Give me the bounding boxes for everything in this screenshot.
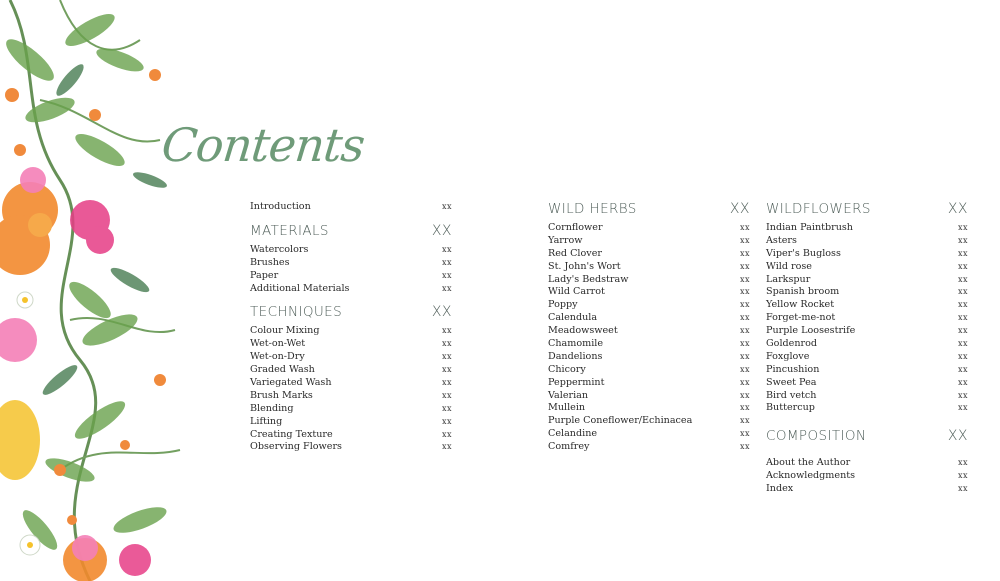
toc-entry[interactable]: Watercolors xx: [250, 243, 452, 255]
toc-entry[interactable]: Calendula xx: [548, 312, 750, 324]
toc-entry[interactable]: Mullein xx: [548, 402, 750, 414]
section-list-materials: [250, 244, 452, 296]
toc-entry[interactable]: Creating Texture xx: [250, 428, 452, 440]
toc-entry[interactable]: St. John's Wort xx: [548, 260, 750, 272]
toc-entry[interactable]: Poppy xx: [548, 299, 750, 311]
toc-entry[interactable]: Viper's Bugloss xx: [766, 247, 968, 259]
toc-entry[interactable]: Yarrow xx: [548, 234, 750, 246]
toc-entry[interactable]: Wet-on-Wet xx: [250, 338, 452, 350]
toc-entry[interactable]: Indian Paintbrush xx: [766, 222, 968, 233]
section-list-wildflowers: [766, 222, 968, 415]
toc-entry[interactable]: Chicory xx: [548, 363, 750, 375]
toc-entry[interactable]: Foxglove xx: [766, 350, 968, 362]
toc-column-1: [250, 201, 452, 454]
toc-entry[interactable]: Purple Loosestrife xx: [766, 325, 968, 337]
toc-entry[interactable]: Valerian xx: [548, 389, 750, 401]
toc-entry[interactable]: Dandelions xx: [548, 350, 750, 362]
toc-entry[interactable]: Brush Marks xx: [250, 389, 452, 401]
toc-entry[interactable]: Lady's Bedstraw xx: [548, 273, 750, 285]
toc-entry[interactable]: Buttercup xx: [766, 402, 968, 414]
toc-entry[interactable]: Red Clover xx: [548, 247, 750, 259]
toc-entry[interactable]: Bird vetch xx: [766, 389, 968, 401]
back-matter-list: [766, 457, 968, 496]
toc-entry[interactable]: Spanish broom xx: [766, 286, 968, 298]
toc-entry[interactable]: Comfrey xx: [548, 441, 750, 453]
section-list-wild-herbs: [548, 222, 750, 454]
toc-entry[interactable]: Asters xx: [766, 234, 968, 246]
page-title: Contents: [159, 118, 367, 172]
toc-entry[interactable]: Colour Mixing xx: [250, 325, 452, 337]
toc-entry[interactable]: Wet-on-Dry xx: [250, 351, 452, 363]
toc-entry[interactable]: Chamomile xx: [548, 338, 750, 350]
section-heading-techniques[interactable]: TECHNIQUES XX: [250, 304, 452, 321]
toc-entry[interactable]: Sweet Pea xx: [766, 376, 968, 388]
toc-entry-about-author[interactable]: About the Author xx: [766, 457, 968, 469]
toc-entry[interactable]: Blending xx: [250, 402, 452, 414]
toc-entry[interactable]: Forget-me-not xx: [766, 312, 968, 324]
toc-entry-index[interactable]: Index xx: [766, 483, 968, 495]
toc-entry[interactable]: Celandine xx: [548, 428, 750, 440]
toc-entry[interactable]: Meadowsweet xx: [548, 325, 750, 337]
section-list-techniques: [250, 325, 452, 454]
section-heading-wildflowers[interactable]: WILDFLOWERS XX: [766, 201, 968, 217]
toc-column-2: [548, 201, 750, 454]
entry-page: xx: [441, 202, 452, 211]
toc-entry[interactable]: Graded Wash xx: [250, 364, 452, 376]
toc-entry[interactable]: Wild rose xx: [766, 260, 968, 272]
toc-entry[interactable]: Observing Flowers xx: [250, 441, 452, 453]
toc-entry[interactable]: Purple Coneflower/Echinacea xx: [548, 415, 750, 427]
toc-entry-acknowledgments[interactable]: Acknowledgments xx: [766, 470, 968, 482]
toc-entry[interactable]: Yellow Rocket xx: [766, 299, 968, 311]
section-heading-wild-herbs[interactable]: WILD HERBS XX: [548, 201, 750, 217]
toc-entry-introduction[interactable]: [250, 201, 452, 214]
toc-entry[interactable]: Goldenrod xx: [766, 338, 968, 350]
entry-label: Introduction: [250, 201, 311, 212]
toc-entry[interactable]: Lifting xx: [250, 415, 452, 427]
toc-entry[interactable]: Pincushion xx: [766, 363, 968, 375]
section-heading-composition[interactable]: COMPOSITION XX: [766, 428, 968, 445]
toc-entry[interactable]: Wild Carrot xx: [548, 286, 750, 298]
toc-column-3: [766, 201, 968, 496]
toc-entry[interactable]: Larkspur xx: [766, 273, 968, 285]
toc-entry[interactable]: Brushes xx: [250, 256, 452, 268]
section-heading-materials[interactable]: MATERIALS XX: [250, 222, 452, 239]
toc-entry[interactable]: Peppermint xx: [548, 376, 750, 388]
toc-entry[interactable]: Cornflower xx: [548, 222, 750, 233]
toc-entry[interactable]: Paper xx: [250, 269, 452, 281]
floral-border-illustration: [0, 0, 210, 581]
toc-entry[interactable]: Variegated Wash xx: [250, 377, 452, 389]
toc-entry[interactable]: Additional Materials xx: [250, 282, 452, 294]
